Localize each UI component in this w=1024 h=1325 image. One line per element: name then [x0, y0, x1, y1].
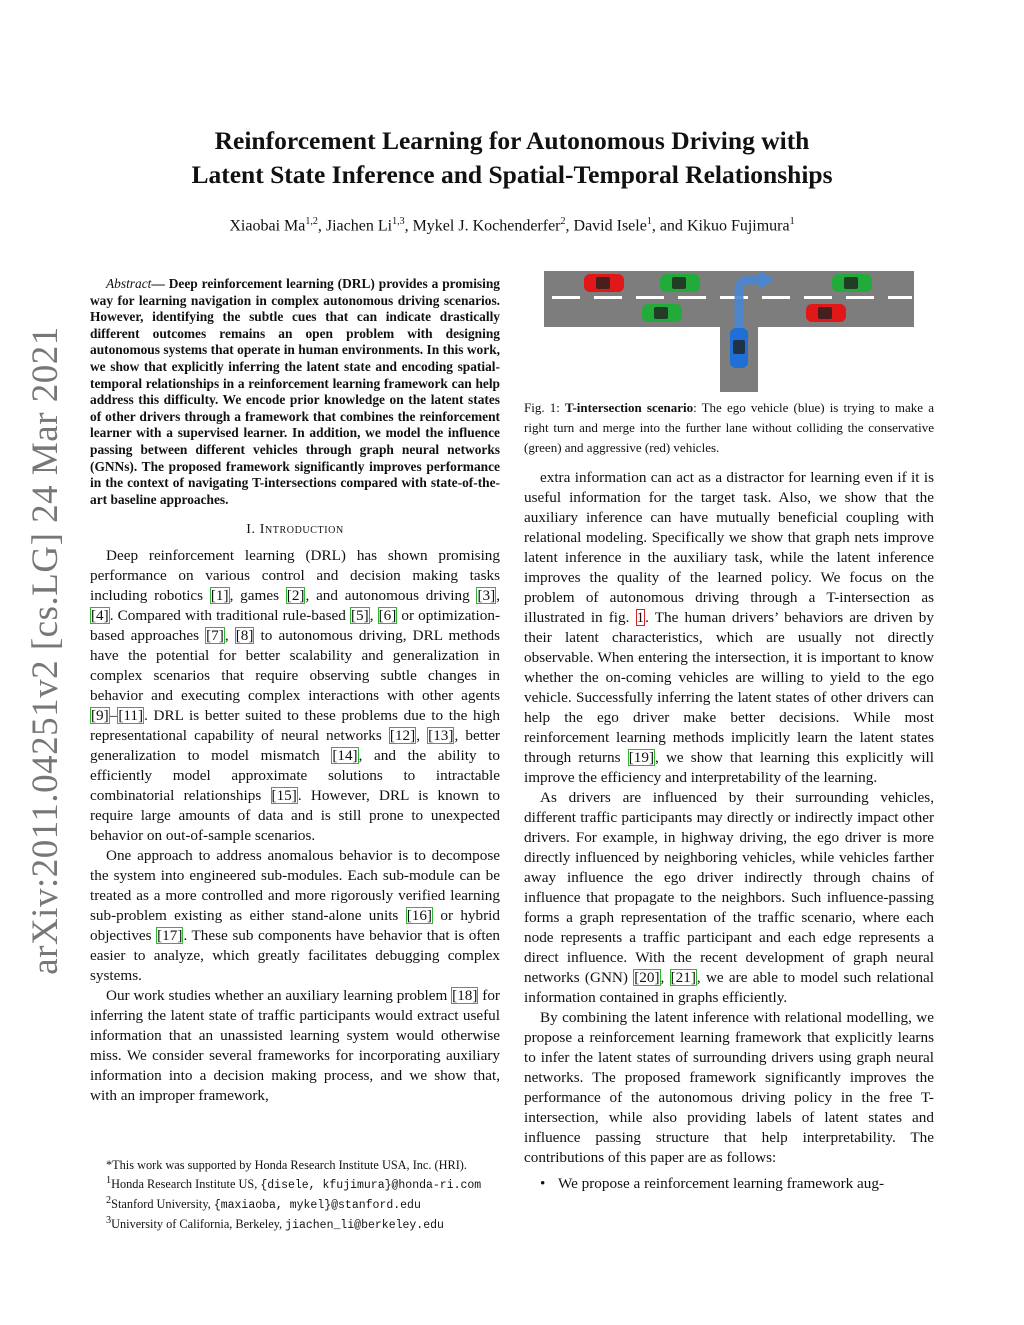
text-run: , better generalization to model mismatch — [90, 727, 500, 765]
text-run: . However, DRL is known to require large amounts of data and is still prone to unexpected behavior on out-of-sample scenarios. — [90, 787, 500, 845]
vehicle-aggressive-2 — [806, 304, 846, 322]
text-run: to autonomous driving, DRL methods have the potential for better scalability and generalization in complex scenarios that require observing subtle changes in behavior and executing complex interactions with other agents — [90, 627, 500, 705]
author-separator: , — [317, 217, 326, 235]
text-run: , we are able to model such relational information contained in graphs efficiently. — [524, 969, 935, 1006]
abstract-label: Abstract — [106, 276, 152, 291]
email-berkeley[interactable]: jiachen_li@berkeley.edu — [285, 1219, 444, 1233]
citation-link[interactable]: [15] — [271, 787, 297, 805]
text-run: , — [369, 607, 378, 625]
section-title: Introduction — [259, 522, 344, 538]
paragraph — [90, 846, 500, 986]
author-list — [90, 216, 934, 235]
text-run: or optimization-based approaches — [90, 607, 500, 645]
citation-link[interactable]: [19] — [628, 749, 655, 766]
text-run: , and the ability to efficiently model approximate solutions to intractable combinatorial relationships — [90, 747, 500, 805]
caption-bold-title: T-intersection scenario — [564, 400, 694, 415]
paragraph — [524, 788, 934, 1008]
abstract-text: Deep reinforcement learning (DRL) provides a promising way for learning navigation in complex autonomous driving scenarios. However, identifying the subtle cues that can indicate drastically different outcomes remains an open problem with designing autonomous systems that operate in human environments. In this work, we show that explicitly inferring the latent state and encoding spatial-temporal relationships in a reinforcement learning framework can help address this difficulty. We encode prior knowledge on the latent states of other drivers through a framework that combines the reinforcement learner with a supervised learner. In addition, we model the influence passing between different vehicles through graph neural networks (GNNs). The proposed framework significantly improves performance in the context of navigating T-intersections compared with state-of-the-art baseline approaches. — [90, 276, 500, 507]
author-affiliation-mark: 2 — [560, 216, 566, 227]
email-honda[interactable]: {disele, kfujimura}@honda-ri.com — [260, 1179, 482, 1193]
citation-link[interactable]: [9] — [91, 707, 109, 725]
author-name: Kikuo Fujimura — [686, 217, 790, 235]
author-affiliation-mark: 1 — [789, 216, 795, 227]
citation-link[interactable]: [11] — [118, 707, 144, 725]
footnote-funding: *This work was supported by Honda Research Institute USA, Inc. (HRI). — [106, 1158, 467, 1172]
citation-link[interactable]: [3] — [477, 587, 496, 605]
text-run: , — [416, 727, 428, 745]
vehicle-ego — [730, 328, 748, 368]
text-run: Our work studies whether an auxiliary learning problem — [106, 987, 452, 1005]
email-stanford[interactable]: {maxiaoba, mykel}@stanford.edu — [213, 1199, 421, 1213]
citation-link[interactable]: [6] — [378, 607, 397, 625]
author-separator: , and — [651, 217, 687, 235]
text-run: . These sub components have behavior that is often easier to analyze, which greatly facilitates debugging complex systems. — [90, 927, 500, 985]
citation-link[interactable]: [20] — [634, 969, 660, 986]
citation-link[interactable]: [13] — [428, 727, 454, 745]
author-name: Jiachen Li — [325, 217, 393, 235]
text-run: . The human drivers’ behaviors are driven by their latent characteristics, which are usually not directly observable. When entering the intersection, it is important to know whether the on-coming vehicles are willing to yield to the ego vehicle. Successfully inferring the latent states of other drivers can help the ego driver make better decisions. While most reinforcement learning methods implicitly learn the latent states through returns — [524, 609, 934, 766]
section-number: I. — [246, 522, 256, 538]
author-separator: , — [565, 217, 574, 235]
introduction-body-continued — [524, 468, 934, 1168]
text-run: , — [224, 627, 235, 645]
footnotes — [90, 1158, 500, 1233]
introduction-body — [90, 546, 500, 1106]
citation-link[interactable]: [21] — [670, 969, 696, 986]
author-name: David Isele — [573, 217, 647, 235]
figure-reference-link[interactable]: 1 — [636, 609, 645, 626]
citation-link[interactable]: [5] — [350, 607, 369, 625]
text-run: , we show that learning this explicitly will improve the efficiency and interpretability of the learning. — [524, 749, 934, 786]
figure-t-intersection — [544, 268, 914, 392]
paragraph — [90, 546, 500, 846]
section-heading-introduction — [90, 520, 500, 540]
footnote-affiliation-3: $^3$University of California, Berkeley, jiachen_li@berkeley.edu — [106, 1215, 444, 1233]
caption-text: : The ego vehicle (blue) is trying to make a right turn and merge into the further lane without colliding the conservative (green) and aggressive (red) vehicles. — [524, 400, 934, 455]
citation-link[interactable]: [1] — [210, 587, 229, 605]
citation-link[interactable]: [12] — [389, 727, 416, 745]
author-affiliation-mark: 1,3 — [392, 216, 405, 227]
text-run: By combining the latent inference with relational modelling, we propose a reinforcement learning framework that explicitly learns to infer the latent states of surrounding drivers using graph neural networks. The proposed framework significantly improves the performance of the autonomous driving policy in the free T-intersection, while also providing labels of latent states and influence passing structure that help interpretability. The contributions of this paper are as follows: — [524, 1009, 934, 1166]
abstract — [90, 276, 500, 508]
contribution-item: • We propose a reinforcement learning framework aug- — [524, 1174, 934, 1194]
text-run: for inferring the latent state of traffic participants would extract useful information that an unassisted learning system would otherwise miss. We consider several frameworks for incorporating auxiliary information into a decision making process, and we show that, with an improper framework, — [90, 987, 500, 1105]
vehicle-conservative-1 — [660, 274, 700, 292]
citation-link[interactable]: [16] — [406, 907, 432, 925]
citation-link[interactable]: [18] — [452, 987, 478, 1005]
footnote-affiliation-2: $^2$Stanford University, {maxiaoba, mykel}@stanford.edu — [106, 1195, 421, 1213]
text-run: . Compared with traditional rule-based — [109, 607, 350, 625]
abstract-dash: — — [151, 276, 165, 291]
citation-link[interactable]: [8] — [235, 627, 254, 645]
citation-link[interactable]: [14] — [332, 747, 358, 765]
text-run: extra information can act as a distractor for learning even if it is useful information for the target task. Also, we show that the auxiliary inference can have mutually beneficial coupling with relational modeling. Specifically we show that graph nets improve latent inference in the auxiliary task, while the latent inference improves the quality of the learned policy. We focus on the problem of autonomous driving through a T-intersection as illustrated in fig. — [524, 469, 934, 626]
paragraph — [524, 468, 934, 788]
text-run: Deep reinforcement learning (DRL) has shown promising performance on various control and decision making tasks including robotics — [90, 547, 500, 605]
author-affiliation-mark: 1 — [646, 216, 652, 227]
arxiv-identifier — [10, 325, 80, 975]
footnote-affiliation-1: $^1$Honda Research Institute US, {disele, kfujimura}@honda-ri.com — [106, 1175, 482, 1193]
author-affiliation-mark: 1,2 — [305, 216, 318, 227]
paper-title — [90, 124, 934, 192]
left-column — [90, 276, 500, 1106]
text-run: , games — [229, 587, 286, 605]
t-intersection-diagram — [544, 268, 914, 392]
text-run: – — [109, 707, 118, 725]
paragraph — [90, 986, 500, 1106]
figure-caption — [524, 398, 934, 458]
author-name: Mykel J. Kochenderfer — [412, 217, 561, 235]
text-run: . DRL is better suited to these problems due to the high representational capability of neural networks — [90, 707, 500, 745]
contributions-list — [524, 1174, 934, 1194]
citation-link[interactable]: [4] — [91, 607, 109, 625]
vehicle-aggressive-1 — [584, 274, 624, 292]
vehicle-conservative-2 — [832, 274, 872, 292]
paragraph — [524, 1008, 934, 1168]
text-run: , — [660, 969, 670, 986]
vehicle-conservative-3 — [642, 304, 682, 322]
text-run: One approach to address anomalous behavior is to decompose the system into engineered sub-modules. Each sub-module can be treated as a more controlled and more rigorously verified learning sub-problem existing as either stand-alone units — [90, 847, 500, 925]
text-run: , — [496, 587, 500, 605]
arxiv-identifier-text: arXiv:2011.04251v2 [cs.LG] 24 Mar 2021 — [24, 325, 66, 975]
caption-label: Fig. 1: — [524, 400, 565, 415]
text-run: or hybrid objectives — [90, 907, 500, 945]
title-line-2: Latent State Inference and Spatial-Temporal Relationships — [191, 160, 833, 189]
text-run: As drivers are influenced by their surrounding vehicles, different traffic participants may directly or indirectly impact other drivers. For example, in highway driving, the ego driver is more directly influenced by neighboring vehicles, while vehicles farther away influence the ego driver indirectly through chains of influence that propagate to the neighbors. Such influence-passing forms a graph representation of the traffic scenario, where each node represents a traffic participant and each edge represents a direct influence. With the recent development of graph neural networks (GNN) — [524, 789, 934, 986]
title-line-1: Reinforcement Learning for Autonomous Driving with — [214, 126, 810, 155]
lane-markings — [552, 296, 912, 299]
right-column — [524, 468, 934, 1194]
author-name: Xiaobai Ma — [229, 217, 306, 235]
citation-link[interactable]: [7] — [206, 627, 224, 645]
citation-link[interactable]: [2] — [286, 587, 305, 605]
text-run: , and autonomous driving — [305, 587, 477, 605]
author-separator: , — [404, 217, 413, 235]
citation-link[interactable]: [17] — [157, 927, 183, 945]
